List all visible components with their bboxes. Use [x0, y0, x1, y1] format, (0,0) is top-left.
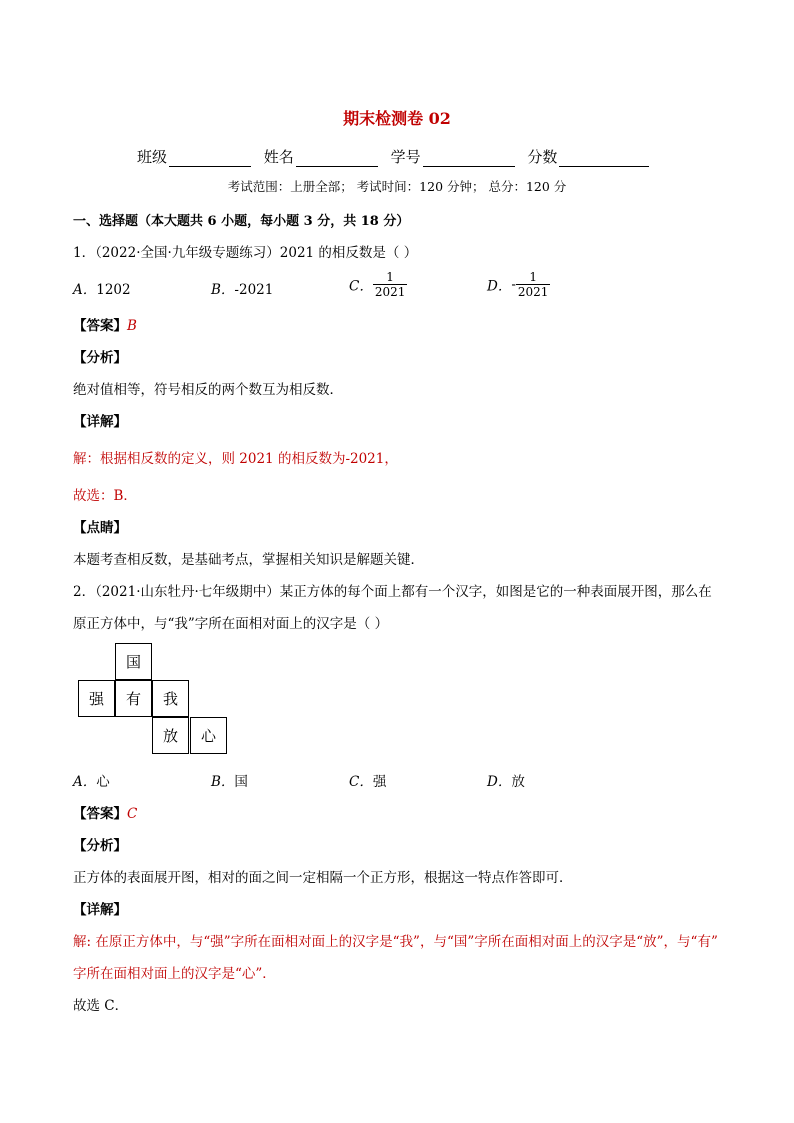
score-blank — [559, 152, 649, 167]
option-letter: D． — [487, 774, 512, 790]
option-letter: C． — [349, 278, 373, 295]
id-label: 学号 — [390, 148, 421, 166]
q2-answer: 【答案】C — [73, 806, 138, 822]
score-label: 分数 — [527, 148, 558, 166]
q1-comment: 本题考查相反数，是基础考点，掌握相关知识是解题关键． — [73, 552, 424, 568]
q1-analysis-tag: 【分析】 — [73, 350, 127, 366]
net-cell-qiang: 强 — [78, 680, 115, 717]
net-cell-guo: 国 — [115, 643, 152, 680]
option-letter: A． — [73, 774, 97, 790]
q2-detail-line-3: 故选 C． — [73, 998, 129, 1014]
option-letter: B． — [211, 282, 235, 298]
q1-answer: 【答案】B — [73, 318, 137, 334]
q2-stem-line-2: 原正方体中，与“我”字所在面相对面上的汉字是（ ） — [73, 616, 389, 632]
section-heading: 一、选择题（本大题共 6 小题，每小题 3 分，共 18 分） — [73, 214, 410, 229]
class-blank — [169, 152, 251, 167]
q1-detail-line-1: 解：根据相反数的定义，则 2021 的相反数为-2021， — [73, 451, 398, 467]
answer-value: B — [127, 318, 137, 334]
name-label: 姓名 — [263, 148, 294, 166]
net-cell-you: 有 — [115, 680, 152, 717]
q2-detail-line-2: 字所在面相对面上的汉字是“心”． — [73, 966, 276, 982]
option-letter: B． — [211, 774, 235, 790]
option-letter: C． — [349, 774, 373, 790]
fraction: $\frac{1}{2021}$ — [374, 270, 406, 299]
student-info-line — [137, 146, 657, 167]
q1-option-b: B．-2021 — [211, 282, 274, 298]
q2-stem-line-1: 2．（2021·山东牡丹·七年级期中）某正方体的每个面上都有一个汉字，如图是它的一种表面展开图，那么在 — [73, 584, 712, 600]
answer-value: C — [127, 806, 138, 822]
q1-stem: 1．（2022·全国·九年级专题练习）2021 的相反数是（ ） — [73, 245, 418, 261]
q2-detail-tag: 【详解】 — [73, 902, 127, 918]
q2-option-d: D．放 — [487, 774, 525, 790]
fraction: $\frac{1}{2021}$ — [517, 270, 549, 299]
q2-option-c: C．强 — [349, 774, 387, 790]
q1-detail-line-2: 故选：B． — [73, 488, 137, 504]
page-title: 期末检测卷 02 — [343, 109, 451, 128]
q1-analysis: 绝对值相等，符号相反的两个数互为相反数． — [73, 382, 343, 398]
q2-analysis: 正方体的表面展开图，相对的面之间一定相隔一个正方形，根据这一特点作答即可． — [73, 870, 573, 886]
id-blank — [423, 152, 515, 167]
option-letter: D． — [487, 278, 512, 295]
q2-option-a: A．心 — [73, 774, 110, 790]
exam-info: 考试范围：上册全部； 考试时间：120 分钟； 总分：120 分 — [227, 179, 567, 194]
net-cell-wo: 我 — [152, 680, 189, 717]
q1-option-c — [349, 270, 407, 299]
net-cell-fang: 放 — [152, 717, 189, 754]
q2-analysis-tag: 【分析】 — [73, 838, 127, 854]
q1-detail-tag: 【详解】 — [73, 414, 127, 430]
q2-option-b: B．国 — [211, 774, 248, 790]
name-blank — [296, 152, 378, 167]
q1-comment-tag: 【点睛】 — [73, 520, 127, 536]
q1-option-a: A．1202 — [73, 282, 131, 298]
class-label: 班级 — [137, 148, 168, 166]
net-cell-xin: 心 — [190, 717, 227, 754]
q1-option-d: D．- $\frac{1}{2021}$ — [487, 270, 549, 299]
option-letter: A． — [73, 282, 97, 298]
q2-detail-line-1: 解: 在原正方体中，与“强”字所在面相对面上的汉字是“我”，与“国”字所在面相对面上的汉字是“放”，与“有” — [73, 934, 718, 950]
